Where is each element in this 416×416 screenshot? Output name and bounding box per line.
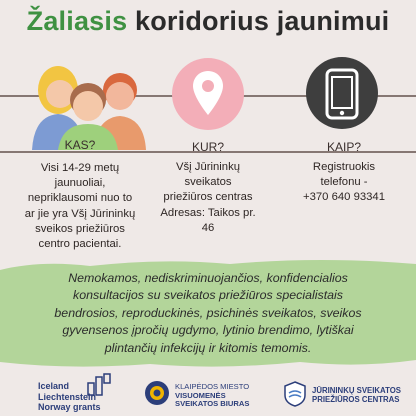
grants-logo-text: Iceland Liechtenstein Norway grants bbox=[38, 381, 101, 412]
column-body: Všį Jūrininkų sveikatos priežiūros centras Adresas: Taikos pr. 46 bbox=[160, 161, 256, 234]
column-label: KAS? bbox=[64, 138, 96, 152]
smartphone-icon bbox=[324, 68, 360, 120]
health-bureau-logo-icon bbox=[144, 380, 170, 406]
location-pin-icon bbox=[192, 70, 224, 116]
title-rest: koridorius jaunimui bbox=[127, 6, 390, 36]
column-body: Visi 14-29 metų jaunuoliai, nepriklausomi nuo to ar jie yra Všį Jūrininkų sveikos priežiūros centro pacientai. bbox=[24, 162, 136, 251]
column-label: KUR? bbox=[191, 140, 224, 154]
services-description: Nemokamos, nediskriminuojančios, konfidencialios konsultacijos su sveikatos priežiūros specialistais bendrosios, reproduckinės, psichinės sveikatos, sveikos gyvensenos įpročių ugdymo, lytinio brendimo, lytiškai plintančių infekcijų ir kitomis temomis. bbox=[54, 271, 362, 355]
column-body: Registruokis telefonu - +370 640 93341 bbox=[303, 161, 385, 204]
seafarers-health-center-logo-text: JŪRININKŲ SVEIKATOS PRIEŽIŪROS CENTRAS bbox=[312, 386, 401, 404]
column-label: KAIP? bbox=[326, 140, 362, 154]
grants-logo-icon bbox=[86, 373, 114, 397]
page-title bbox=[0, 6, 416, 37]
people-group-icon bbox=[28, 50, 150, 150]
title-highlight: Žaliasis bbox=[26, 6, 128, 36]
health-bureau-logo-text: KLAIPĖDOS MIESTO VISUOMENĖS SVEIKATOS BIURAS bbox=[175, 382, 250, 409]
seafarers-health-center-logo-icon bbox=[283, 381, 307, 407]
